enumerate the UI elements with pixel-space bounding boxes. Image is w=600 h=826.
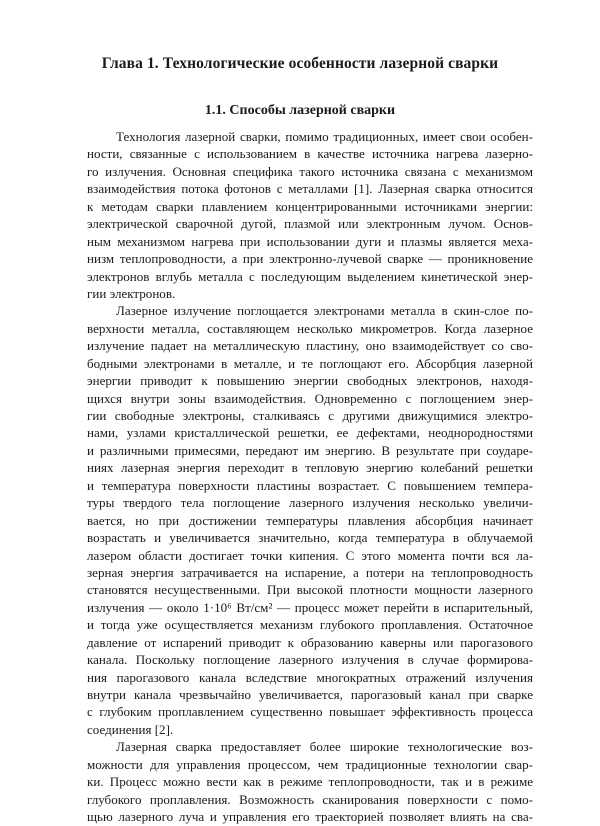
text-line: излучения — около 1·10⁶ Вт/см² — процесс может перейти в испарительный, [87,599,533,615]
text-line: излучение падает на металлическую пластину, оно взаимодействует со сво- [87,338,533,354]
text-line: ниях лазерная энергия переходит в тепловую энергию колебаний решетки [87,460,533,476]
text-line: Лазерная сварка предоставляет более широкие технологические воз- [116,739,533,755]
text-line: нами, узлами кристаллической решетки, ее дефектами, неоднородностями [87,425,533,441]
text-line: зерная энергия затрачивается на испарение, а потери на теплопроводность [87,564,533,580]
paragraph [87,302,533,738]
text-line: к методам сварки плавлением концентрированными источниками энергии: [87,198,533,214]
text-line: можности для управления процессом, чем традиционные технологии свар- [87,756,533,772]
text-line: Лазерное излучение поглощается электронами металла в скин-слое по- [116,303,533,319]
text-line: и тогда уже осуществляется механизм глубокого проплавления. Остаточное [87,617,533,633]
text-line: го излучения. Основная специфика такого источника связана с механизмом [87,163,533,179]
text-line: и различными примесями, передают им энергию. В результате при соударе- [87,442,533,458]
text-line: щью лазерного луча и управления его траекторией позволяет влиять на сва- [87,809,533,825]
text-line: возрастать и увеличивается значительно, когда температура в облучаемой [87,530,533,546]
text-line: бодными электронами в металле, и те поглощают его. Абсорбция лазерной [87,355,533,371]
text-line: электронов вглубь металла с последующим выделением кинетической энер- [87,268,533,284]
text-line: Технология лазерной сварки, помимо традиционных, имеет свои особен- [116,129,533,144]
paragraph [87,738,533,825]
text-line: гии свободные электроны, сталкиваясь с другими движущимися электро- [87,408,533,423]
text-line: лазером области достигает точки кипения. С этого момента почти вся ла- [87,547,533,563]
text-line: ния парогазового канала вследствие многократных отражений излучения [87,669,533,685]
section-title: 1.1. Способы лазерной сварки [204,103,396,118]
text-line: взаимодействия потока фотонов с металлами [1]. Лазерная сварка относится [87,181,533,197]
text-line: щихся внутри зоны взаимодействия. Одновременно с поглощением энер- [87,390,533,406]
text-line: становятся несущественными. При высокой плотности мощности лазерного [87,582,533,598]
body-text [87,128,533,826]
text-line: давление от испарений приводит к образованию каверны или парогазового [87,634,533,650]
text-line: верхности металла, составляющем несколько микрометров. Когда лазерное [87,320,533,336]
paragraph [87,128,533,302]
text-line: низм теплопроводности, а при электронно-лучевой сварке — проникновение [87,251,533,267]
text-line: туры твердого тела поглощение лазерного излучения несколько увеличи- [87,495,533,511]
text-line: глубокого проплавления. Возможность сканирования поверхности с помо- [87,791,533,807]
text-line: с глубоким проплавлением существенно повышает эффективность процесса [87,704,533,720]
text-line: ки. Процесс можно вести как в режиме теплопроводности, так и в режиме [87,774,533,790]
text-line: ности, связанные с использованием в качестве источника нагрева лазерно- [87,146,533,162]
chapter-title: Глава 1. Технологические особенности лазерной сварки [101,55,499,72]
text-line: ным механизмом нагрева при использовании дуги и плазмы является меха- [87,233,533,249]
text-line: канала. Поскольку поглощение лазерного излучения в случае формирова- [87,652,533,668]
text-line: вается, но при достижении температуры плавления абсорбция начинает [87,512,533,528]
text-line: гии электронов. [87,285,176,301]
text-line: и температура поверхности пластины возрастает. С повышением темпера- [87,477,533,493]
text-line: электрической сварочной дугой, плазмой или электронным лучом. Основ- [87,216,533,232]
text-line: внутри канала чрезвычайно увеличивается, парогазовый канал при сварке [87,687,533,702]
text-line: соединения [2]. [87,721,174,737]
text-line: энергии приводит к повышению энергии свободных электронов, находя- [87,373,533,389]
